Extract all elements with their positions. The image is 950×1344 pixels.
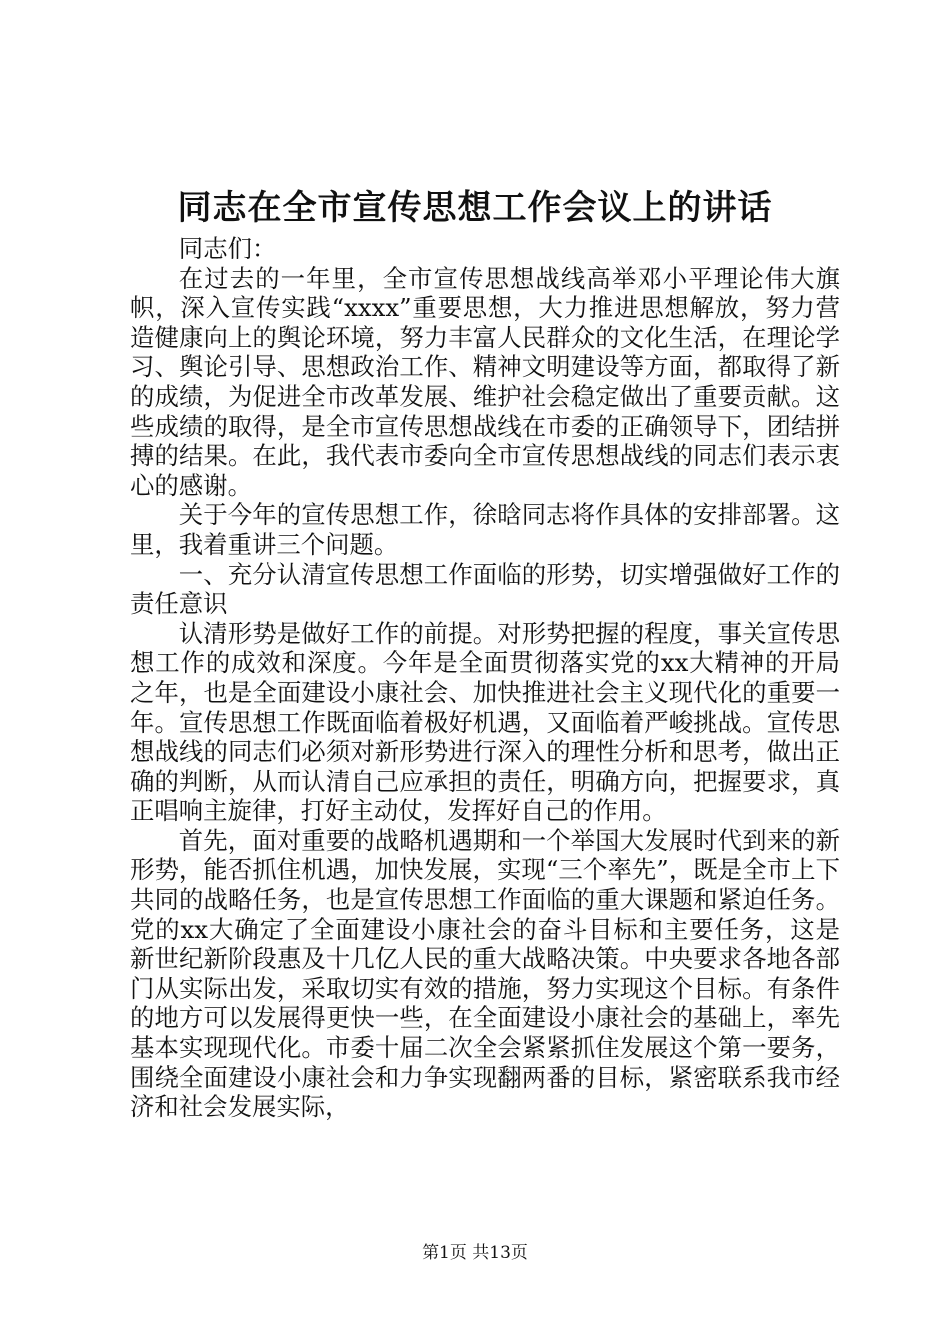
document-body bbox=[130, 234, 840, 1122]
page-number: 第1页 共13页 bbox=[422, 1243, 528, 1263]
paragraph: 在过去的一年里，全市宣传思想战线高举邓小平理论伟大旗帜，深入宣传实践“xxxx”重要思想，大力推进思想解放，努力营造健康向上的舆论环境，努力丰富人民群众的文化生活，在理论学习、舆论引导、思想政治工作、精神文明建设等方面，都取得了新的成绩，为促进全市改革发展、维护社会稳定做出了重要贡献。这些成绩的取得，是全市宣传思想战线在市委的正确领导下，团结拼搏的结果。在此，我代表市委向全市宣传思想战线的同志们表示衷心的感谢。 bbox=[130, 263, 840, 500]
document-title: 同志在全市宣传思想工作会议上的讲话 bbox=[177, 188, 773, 228]
salutation: 同志们： bbox=[178, 234, 277, 263]
paragraph: 认清形势是做好工作的前提。对形势把握的程度，事关宣传思想工作的成效和深度。今年是全面贯彻落实党的xx大精神的开局之年，也是全面建设小康社会、加快推进社会主义现代化的重要一年。宣传思想工作既面临着极好机遇，又面临着严峻挑战。宣传思想战线的同志们必须对新形势进行深入的理性分析和思考，做出正确的判断，从而认清自己应承担的责任，明确方向，把握要求，真正唱响主旋律，打好主动仗，发挥好自己的作用。 bbox=[130, 618, 840, 826]
section-heading: 一、充分认清宣传思想工作面临的形势，切实增强做好工作的责任意识 bbox=[130, 559, 840, 619]
paragraph: 关于今年的宣传思想工作，徐晗同志将作具体的安排部署。这里，我着重讲三个问题。 bbox=[130, 500, 840, 559]
paragraph: 首先，面对重要的战略机遇期和一个举国大发展时代到来的新形势，能否抓住机遇，加快发展，实现“三个率先”，既是全市上下共同的战略任务，也是宣传思想工作面临的重大课题和紧迫任务。党的xx大确定了全面建设小康社会的奋斗目标和主要任务，这是新世纪新阶段惠及十几亿人民的重大战略决策。中央要求各地各部门从实际出发，采取切实有效的措施，努力实现这个目标。有条件的地方可以发展得更快一些，在全面建设小康社会的基础上，率先基本实现现代化。市委十届二次全会紧紧抓住发展这个第一要务，围绕全面建设小康社会和力争实现翻两番的目标，紧密联系我市经济和社会发展实际， bbox=[130, 825, 840, 1122]
